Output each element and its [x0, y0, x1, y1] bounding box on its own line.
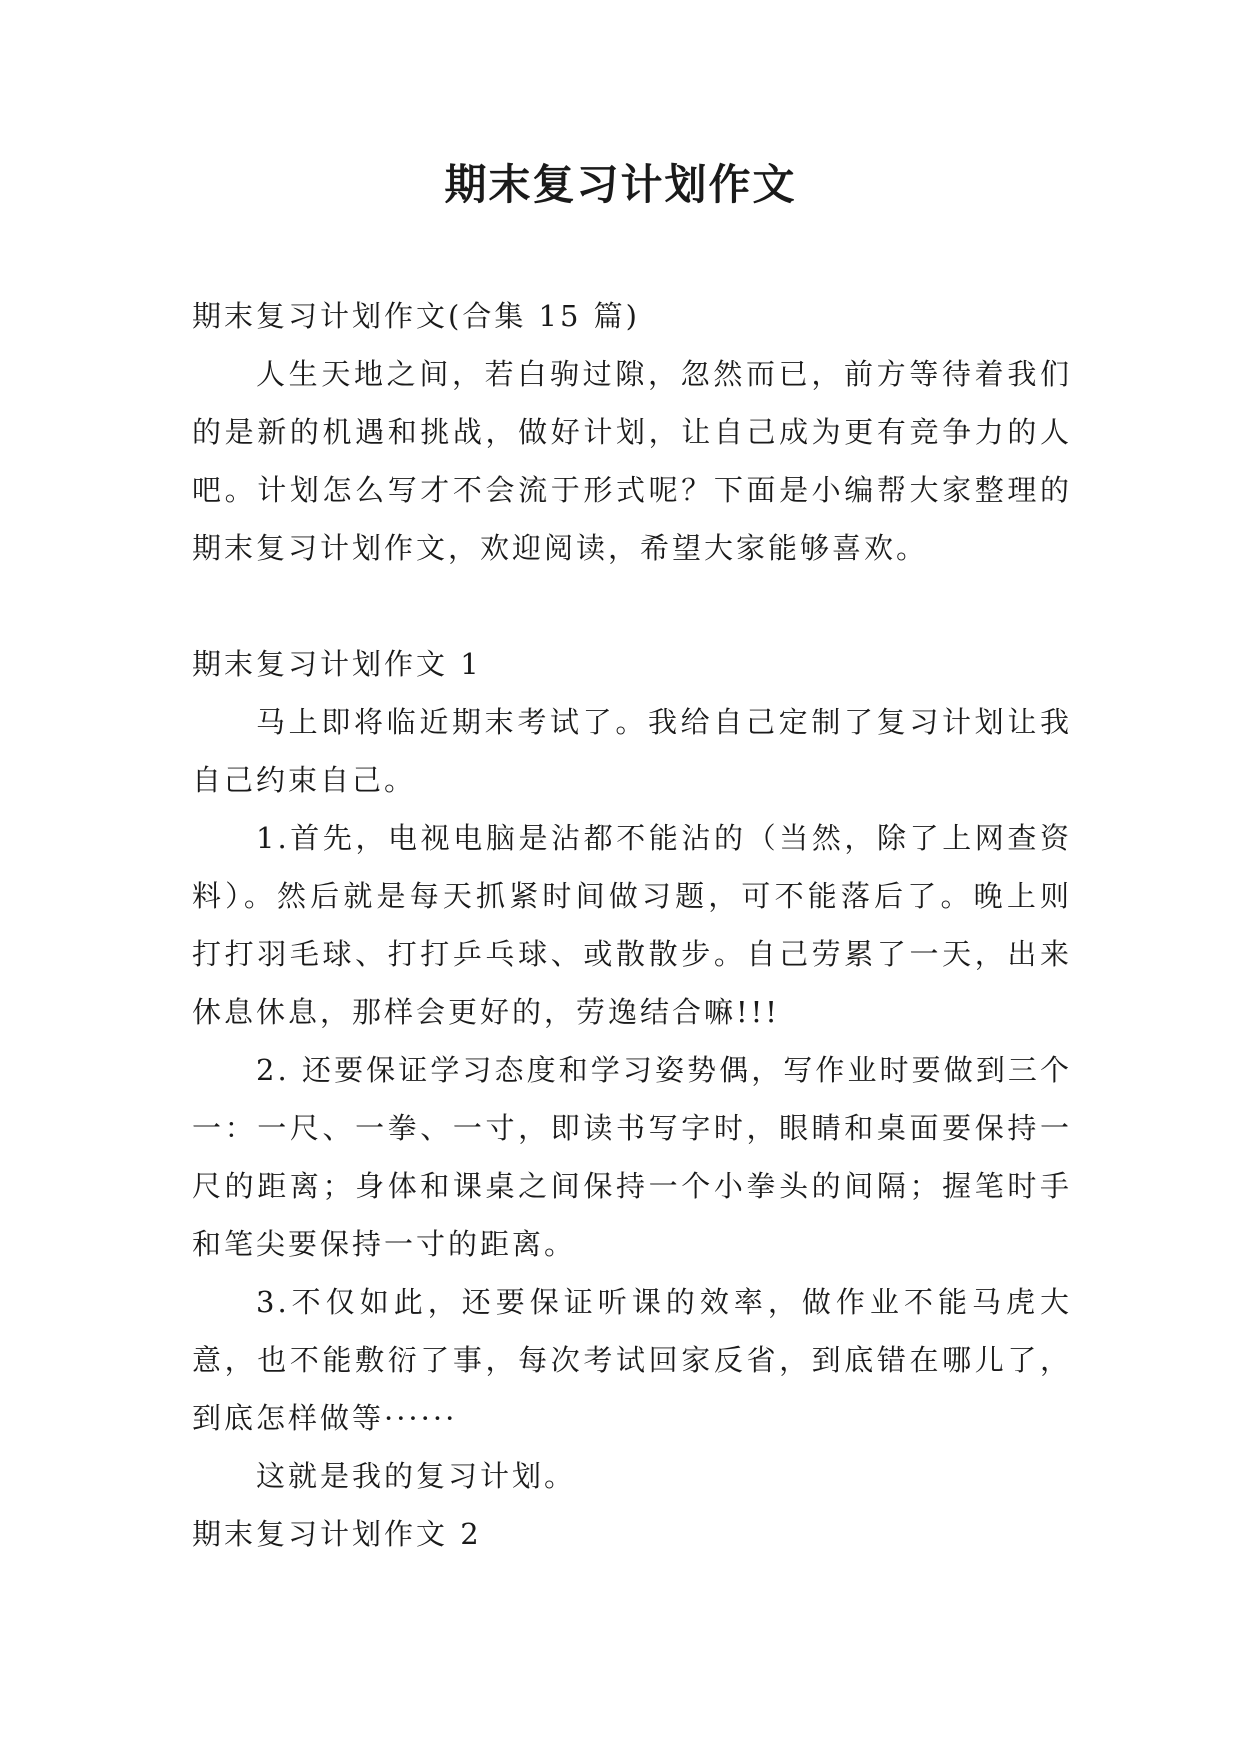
section-2-heading: 期末复习计划作文 2 [192, 1517, 482, 1551]
section-1-paragraph-2: 1.首先，电视电脑是沾都不能沾的（当然，除了上网查资料）。然后就是每天抓紧时间做习题，可不能落后了。晚上则打打羽毛球、打打乒乓球、或散散步。自己劳累了一天，出来休息休息，那样会更好的，劳逸结合嘛!!! [192, 821, 1072, 1029]
intro-paragraph: 人生天地之间，若白驹过隙，忽然而已，前方等待着我们的是新的机遇和挑战，做好计划，让自己成为更有竞争力的人吧。计划怎么写才不会流于形式呢？下面是小编帮大家整理的期末复习计划作文，欢迎阅读，希望大家能够喜欢。 [192, 357, 1072, 565]
section-spacer [192, 577, 1072, 635]
section-1-paragraph-1: 马上即将临近期末考试了。我给自己定制了复习计划让我自己约束自己。 [192, 705, 1072, 797]
document-body [192, 287, 1072, 1563]
section-1-paragraph-5: 这就是我的复习计划。 [256, 1459, 577, 1493]
document-title: 期末复习计划作文 [444, 160, 797, 209]
section-1-paragraph-3: 2. 还要保证学习态度和学习姿势偶，写作业时要做到三个一：一尺、一拳、一寸，即读书写字时，眼睛和桌面要保持一尺的距离；身体和课桌之间保持一个小拳头的间隔；握笔时手和笔尖要保持一寸的距离。 [192, 1053, 1072, 1261]
section-1-paragraph-4: 3.不仅如此，还要保证听课的效率，做作业不能马虎大意，也不能敷衍了事，每次考试回家反省，到底错在哪儿了，到底怎样做等······ [192, 1285, 1072, 1435]
section-1-heading: 期末复习计划作文 1 [192, 647, 482, 681]
collection-subtitle: 期末复习计划作文(合集 15 篇) [192, 299, 640, 333]
